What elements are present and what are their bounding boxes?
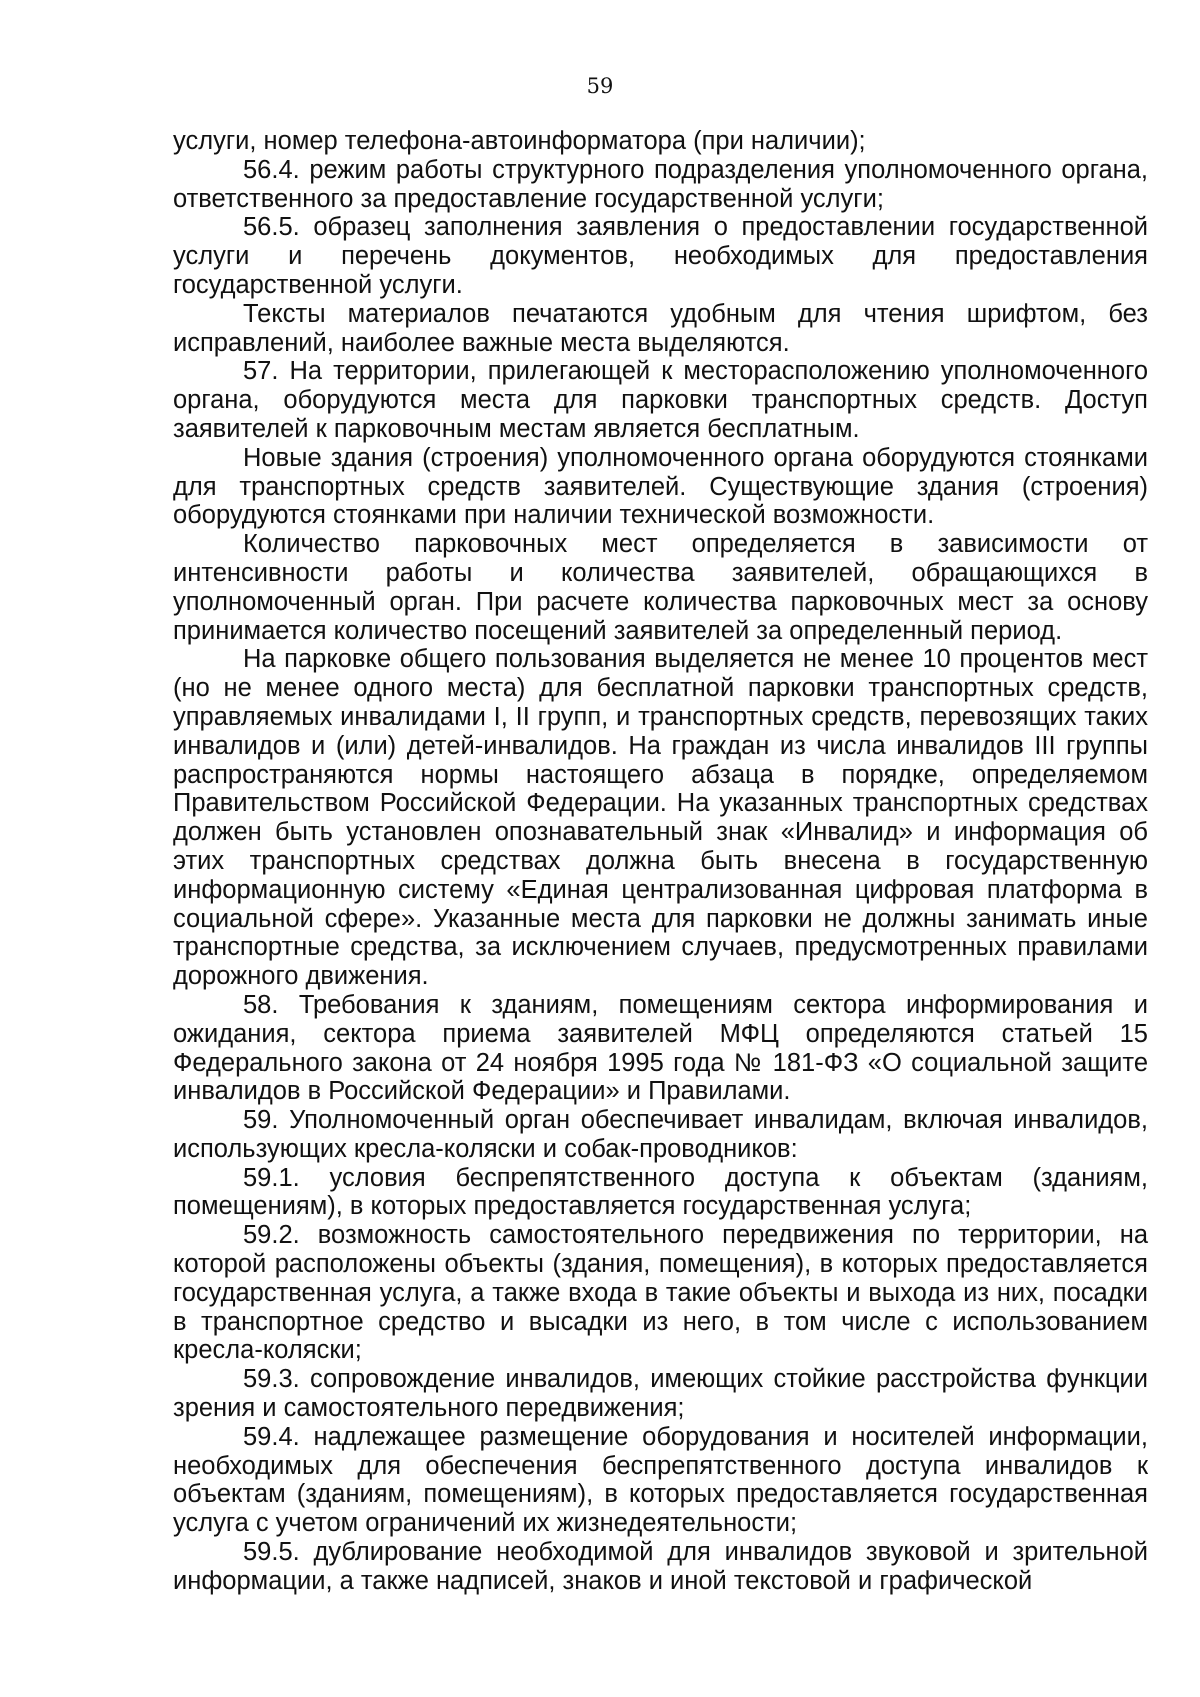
paragraph-59-5: 59.5. дублирование необходимой для инвалидов звуковой и зрительной информации, а также надписей, знаков и иной текстовой и графической (173, 1538, 1148, 1595)
paragraph-59-1: 59.1. условия беспрепятственного доступа к объектам (зданиям, помещениям), в которых предоставляется государственная услуга; (173, 1163, 1148, 1221)
paragraph-continuation: услуги, номер телефона-автоинформатора (при наличии); (173, 127, 866, 155)
paragraph-59-3: 59.3. сопровождение инвалидов, имеющих стойкие расстройства функции зрения и самостоятельного передвижения; (173, 1365, 1148, 1423)
paragraph-59: 59. Уполномоченный орган обеспечивает инвалидам, включая инвалидов, использующих кресла-коляски и собак-проводников: (173, 1106, 1148, 1163)
document-body (173, 127, 1148, 1596)
page-number: 59 (586, 74, 614, 98)
paragraph-56-5: 56.5. образец заполнения заявления о предоставлении государственной услуги и перечень документов, необходимых для предоставления государственной услуги. (173, 213, 1148, 299)
paragraph-58: 58. Требования к зданиям, помещениям сектора информирования и ожидания, сектора приема заявителей МФЦ определяются статьей 15 Федерального закона от 24 ноября 1995 года № 181-ФЗ «О социальной защите инвалидов в Российской Федерации» и Правилами. (173, 990, 1148, 1106)
paragraph-texts-materials: Тексты материалов печатаются удобным для чтения шрифтом, без исправлений, наиболее важные места выделяются. (173, 299, 1148, 357)
paragraph-new-buildings: Новые здания (строения) уполномоченного органа оборудуются стоянками для транспортных средств заявителей. Существующие здания (строения) оборудуются стоянками при наличии технической возможности. (173, 443, 1148, 530)
paragraph-59-2: 59.2. возможность самостоятельного передвижения по территории, на которой расположены объекты (здания, помещения), в которых предоставляется государственная услуга, а также входа в такие объекты и выхода из них, посадки в транспортное средство и высадки из него, в том числе с использованием кресла-коляски; (173, 1221, 1148, 1365)
paragraph-parking-count: Количество парковочных мест определяется в зависимости от интенсивности работы и количества заявителей, обращающихся в уполномоченный орган. При расчете количества парковочных мест за основу принимается количество посещений заявителей за определенный период. (173, 530, 1148, 645)
paragraph-57: 57. На территории, прилегающей к месторасположению уполномоченного органа, оборудуются места для парковки транспортных средств. Доступ заявителей к парковочным местам является бесплатным. (173, 357, 1148, 443)
paragraph-59-4: 59.4. надлежащее размещение оборудования и носителей информации, необходимых для обеспечения беспрепятственного доступа инвалидов к объектам (зданиям, помещениям), в которых предоставляется государственная услуга с учетом ограничений их жизнедеятельности; (173, 1422, 1148, 1538)
paragraph-56-4: 56.4. режим работы структурного подразделения уполномоченного органа, ответственного за предоставление государственной услуги; (173, 155, 1148, 213)
paragraph-disabled-parking: На парковке общего пользования выделяется не менее 10 процентов мест (но не менее одного места) для бесплатной парковки транспортных средств, управляемых инвалидами I, II групп, и транспортных средств, перевозящих таких инвалидов и (или) детей-инвалидов. На граждан из числа инвалидов III группы распространяются нормы настоящего абзаца в порядке, определяемом Правительством Российской Федерации. На указанных транспортных средствах должен быть установлен опознавательный знак «Инвалид» и информация об этих транспортных средствах должна быть внесена в государственную информационную систему «Единая централизованная цифровая платформа в социальной сфере». Указанные места для парковки не должны занимать иные транспортные средства, за исключением случаев, предусмотренных правилами дорожного движения. (173, 645, 1148, 991)
